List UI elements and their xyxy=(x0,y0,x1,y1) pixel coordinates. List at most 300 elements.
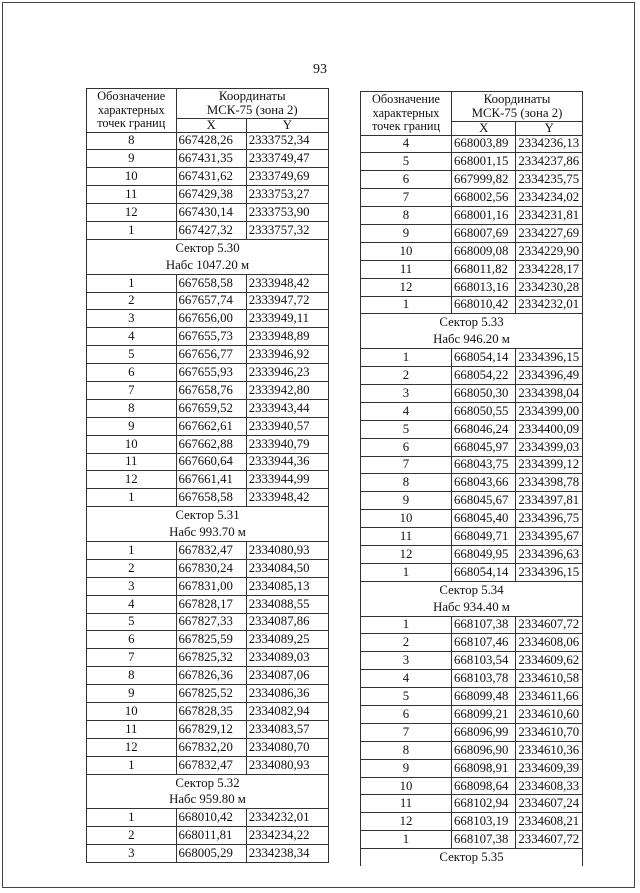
point-number-cell: 5 xyxy=(87,613,177,631)
point-number-cell: 4 xyxy=(87,328,177,346)
x-coord-cell: 668045,97 xyxy=(452,438,516,456)
sector-title-row xyxy=(361,849,583,866)
x-coord-cell: 667659,52 xyxy=(176,399,246,417)
x-coord-cell: 667825,52 xyxy=(176,685,246,703)
table-row xyxy=(87,577,329,595)
table-row xyxy=(361,402,583,420)
x-coord-cell: 667658,58 xyxy=(176,489,246,507)
point-number-cell: 1 xyxy=(361,616,452,634)
table-row xyxy=(361,510,583,528)
point-number-cell: 4 xyxy=(361,670,452,688)
y-coord-cell: 2334608,21 xyxy=(516,813,583,831)
table-row xyxy=(361,813,583,831)
table-row xyxy=(361,634,583,652)
y-coord-cell: 2334396,15 xyxy=(516,563,583,581)
y-coord-cell: 2334237,86 xyxy=(516,153,583,171)
point-number-cell: 4 xyxy=(361,135,452,153)
point-number-cell: 2 xyxy=(87,827,177,845)
table-row xyxy=(87,595,329,613)
y-coord-cell: 2333749,47 xyxy=(246,150,328,168)
table-row xyxy=(361,296,583,314)
x-coord-cell: 668050,55 xyxy=(452,402,516,420)
y-coord-cell: 2334609,62 xyxy=(516,652,583,670)
y-coord-cell: 2334080,93 xyxy=(246,541,328,559)
table-row xyxy=(361,135,583,153)
label-header xyxy=(361,92,452,136)
x-coord-cell: 667826,36 xyxy=(176,667,246,685)
y-coord-cell: 2334080,93 xyxy=(246,756,328,774)
x-coord-cell: 667429,38 xyxy=(176,186,246,204)
y-coord-cell: 2333946,23 xyxy=(246,364,328,382)
point-number-cell: 2 xyxy=(361,367,452,385)
y-coord-cell: 2334084,50 xyxy=(246,559,328,577)
sector-title-row xyxy=(87,239,329,256)
point-number-cell: 1 xyxy=(87,809,177,827)
point-number-cell: 1 xyxy=(361,831,452,849)
x-coord-cell: 668001,15 xyxy=(452,153,516,171)
y-coord-cell: 2334398,04 xyxy=(516,384,583,402)
point-number-cell: 10 xyxy=(361,242,452,260)
y-coord-cell: 2334611,66 xyxy=(516,688,583,706)
point-number-cell: 12 xyxy=(87,471,177,489)
point-number-cell: 5 xyxy=(361,688,452,706)
y-coord-cell: 2334396,75 xyxy=(516,510,583,528)
point-number-cell: 8 xyxy=(361,207,452,225)
table-row xyxy=(87,720,329,738)
y-coord-cell: 2334399,00 xyxy=(516,402,583,420)
x-coord-cell: 667660,64 xyxy=(176,453,246,471)
sector-title: Сектор 5.32 xyxy=(87,774,329,791)
y-coord-cell: 2334235,75 xyxy=(516,171,583,189)
table-row xyxy=(361,723,583,741)
point-number-cell: 10 xyxy=(361,510,452,528)
x-coord-cell: 667655,73 xyxy=(176,328,246,346)
y-coord-cell: 2333940,57 xyxy=(246,417,328,435)
x-coord-cell: 667655,93 xyxy=(176,364,246,382)
x-coord-cell: 667431,62 xyxy=(176,168,246,186)
point-number-cell: 8 xyxy=(361,474,452,492)
point-number-cell: 10 xyxy=(87,703,177,721)
coordinates-table-right xyxy=(360,91,583,866)
y-coord-cell: 2334230,28 xyxy=(516,278,583,296)
table-row xyxy=(361,563,583,581)
point-number-cell: 1 xyxy=(361,296,452,314)
point-number-cell: 1 xyxy=(87,541,177,559)
point-number-cell: 3 xyxy=(87,577,177,595)
x-coord-cell: 667662,61 xyxy=(176,417,246,435)
y-coord-cell: 2333753,27 xyxy=(246,186,328,204)
x-coord-cell: 667662,88 xyxy=(176,435,246,453)
x-header: X xyxy=(176,118,246,132)
x-coord-cell: 667825,32 xyxy=(176,649,246,667)
y-coord-cell: 2334234,02 xyxy=(516,189,583,207)
coord-header-line: МСК-75 (зона 2) xyxy=(206,103,298,118)
x-coord-cell: 668001,16 xyxy=(452,207,516,225)
x-coord-cell: 668005,29 xyxy=(176,845,246,863)
y-coord-cell: 2334236,13 xyxy=(516,135,583,153)
table-row xyxy=(87,845,329,863)
point-number-cell: 9 xyxy=(361,759,452,777)
table-row xyxy=(361,528,583,546)
label-header-line: характерных xyxy=(97,102,165,117)
table-row xyxy=(361,278,583,296)
y-coord-cell: 2334228,17 xyxy=(516,260,583,278)
table-row xyxy=(87,685,329,703)
table-row xyxy=(87,738,329,756)
point-number-cell: 2 xyxy=(87,559,177,577)
y-coord-cell: 2333942,80 xyxy=(246,381,328,399)
point-number-cell: 1 xyxy=(87,489,177,507)
sector-title: Сектор 5.31 xyxy=(87,507,329,524)
sector-title: Сектор 5.34 xyxy=(361,581,583,598)
x-coord-cell: 668011,81 xyxy=(176,827,246,845)
y-coord-cell: 2333948,89 xyxy=(246,328,328,346)
y-coord-cell: 2334234,22 xyxy=(246,827,328,845)
y-coord-cell: 2334089,25 xyxy=(246,631,328,649)
table-row xyxy=(87,613,329,631)
table-row xyxy=(87,132,329,150)
table-row xyxy=(361,492,583,510)
table-row xyxy=(361,171,583,189)
x-coord-cell: 668043,75 xyxy=(452,456,516,474)
x-coord-cell: 667832,47 xyxy=(176,756,246,774)
y-coord-cell: 2334089,03 xyxy=(246,649,328,667)
point-number-cell: 3 xyxy=(87,310,177,328)
table-row xyxy=(87,631,329,649)
table-row xyxy=(361,616,583,634)
y-coord-cell: 2334400,09 xyxy=(516,420,583,438)
x-coord-cell: 668107,38 xyxy=(452,831,516,849)
table-row xyxy=(361,474,583,492)
x-coord-cell: 667658,76 xyxy=(176,381,246,399)
x-coord-cell: 668107,38 xyxy=(452,616,516,634)
sector-area-row xyxy=(361,599,583,616)
sector-title: Сектор 5.30 xyxy=(87,239,329,256)
point-number-cell: 4 xyxy=(87,595,177,613)
x-coord-cell: 668010,42 xyxy=(452,296,516,314)
y-coord-cell: 2334607,72 xyxy=(516,616,583,634)
table-row xyxy=(361,207,583,225)
y-coord-cell: 2333752,34 xyxy=(246,132,328,150)
label-header-line: характерных xyxy=(372,105,440,120)
left-table-body xyxy=(87,132,329,863)
label-header-line: Обозначение xyxy=(97,89,166,103)
y-coord-cell: 2334085,13 xyxy=(246,577,328,595)
sector-title: Сектор 5.33 xyxy=(361,314,583,331)
y-coord-cell: 2333948,42 xyxy=(246,274,328,292)
y-coord-cell: 2334608,33 xyxy=(516,777,583,795)
table-row xyxy=(361,224,583,242)
point-number-cell: 5 xyxy=(87,346,177,364)
table-row xyxy=(87,150,329,168)
x-coord-cell: 668046,24 xyxy=(452,420,516,438)
coord-header xyxy=(452,92,583,122)
sector-area: Набс 946.20 м xyxy=(361,331,583,348)
table-row xyxy=(87,471,329,489)
x-coord-cell: 667825,59 xyxy=(176,631,246,649)
table-row xyxy=(87,221,329,239)
y-coord-cell: 2334238,34 xyxy=(246,845,328,863)
sector-area-row xyxy=(87,257,329,274)
x-coord-cell: 667832,47 xyxy=(176,541,246,559)
point-number-cell: 11 xyxy=(361,260,452,278)
x-coord-cell: 667430,14 xyxy=(176,204,246,222)
point-number-cell: 7 xyxy=(361,189,452,207)
point-number-cell: 11 xyxy=(87,720,177,738)
x-header: X xyxy=(452,121,516,135)
label-header-line: точек границ xyxy=(371,119,441,133)
table-row xyxy=(361,652,583,670)
point-number-cell: 3 xyxy=(87,845,177,863)
y-coord-cell: 2334087,06 xyxy=(246,667,328,685)
y-coord-cell: 2334080,70 xyxy=(246,738,328,756)
table-row xyxy=(361,777,583,795)
x-coord-cell: 667832,20 xyxy=(176,738,246,756)
table-row xyxy=(87,274,329,292)
x-coord-cell: 668099,21 xyxy=(452,706,516,724)
point-number-cell: 9 xyxy=(87,417,177,435)
x-coord-cell: 668049,95 xyxy=(452,545,516,563)
x-coord-cell: 668103,19 xyxy=(452,813,516,831)
sector-area: Набс 993.70 м xyxy=(87,524,329,541)
x-coord-cell: 668096,90 xyxy=(452,741,516,759)
table-row xyxy=(87,541,329,559)
x-coord-cell: 668045,67 xyxy=(452,492,516,510)
sector-area-row xyxy=(87,791,329,808)
table-row xyxy=(361,349,583,367)
x-coord-cell: 668007,69 xyxy=(452,224,516,242)
point-number-cell: 5 xyxy=(361,420,452,438)
x-coord-cell: 668054,22 xyxy=(452,367,516,385)
x-coord-cell: 667427,32 xyxy=(176,221,246,239)
table-row xyxy=(361,741,583,759)
table-row xyxy=(87,168,329,186)
table-row xyxy=(361,153,583,171)
table-row xyxy=(361,420,583,438)
y-coord-cell: 2334227,69 xyxy=(516,224,583,242)
point-number-cell: 6 xyxy=(87,631,177,649)
y-coord-cell: 2334610,36 xyxy=(516,741,583,759)
table-row xyxy=(87,827,329,845)
y-coord-cell: 2334229,90 xyxy=(516,242,583,260)
y-coord-cell: 2334231,81 xyxy=(516,207,583,225)
table-row xyxy=(87,292,329,310)
y-coord-cell: 2334607,24 xyxy=(516,795,583,813)
y-coord-cell: 2333940,79 xyxy=(246,435,328,453)
x-coord-cell: 667657,74 xyxy=(176,292,246,310)
y-coord-cell: 2334610,58 xyxy=(516,670,583,688)
point-number-cell: 5 xyxy=(361,153,452,171)
point-number-cell: 12 xyxy=(87,738,177,756)
point-number-cell: 4 xyxy=(361,402,452,420)
point-number-cell: 10 xyxy=(87,435,177,453)
x-coord-cell: 668096,99 xyxy=(452,723,516,741)
point-number-cell: 6 xyxy=(361,706,452,724)
table-row xyxy=(87,399,329,417)
x-coord-cell: 668045,40 xyxy=(452,510,516,528)
point-number-cell: 7 xyxy=(87,649,177,667)
table-row xyxy=(361,456,583,474)
x-coord-cell: 668102,94 xyxy=(452,795,516,813)
table-row xyxy=(87,756,329,774)
table-row xyxy=(87,649,329,667)
y-coord-cell: 2334398,78 xyxy=(516,474,583,492)
table-row xyxy=(87,667,329,685)
coord-header-line: МСК-75 (зона 2) xyxy=(471,106,563,121)
x-coord-cell: 668003,89 xyxy=(452,135,516,153)
table-row xyxy=(361,242,583,260)
x-coord-cell: 667829,12 xyxy=(176,720,246,738)
y-coord-cell: 2334399,12 xyxy=(516,456,583,474)
page-number: 93 xyxy=(313,62,327,77)
point-number-cell: 3 xyxy=(361,384,452,402)
point-number-cell: 12 xyxy=(361,278,452,296)
table-row xyxy=(87,204,329,222)
table-row xyxy=(87,489,329,507)
y-header: Y xyxy=(516,121,583,135)
table-row xyxy=(361,438,583,456)
table-row xyxy=(87,364,329,382)
x-coord-cell: 668098,64 xyxy=(452,777,516,795)
y-coord-cell: 2334399,03 xyxy=(516,438,583,456)
point-number-cell: 6 xyxy=(361,171,452,189)
table-row xyxy=(87,703,329,721)
table-row xyxy=(361,367,583,385)
x-coord-cell: 667999,82 xyxy=(452,171,516,189)
x-coord-cell: 668103,78 xyxy=(452,670,516,688)
point-number-cell: 1 xyxy=(87,221,177,239)
point-number-cell: 9 xyxy=(87,685,177,703)
y-coord-cell: 2333749,69 xyxy=(246,168,328,186)
point-number-cell: 1 xyxy=(87,274,177,292)
point-number-cell: 12 xyxy=(361,545,452,563)
y-coord-cell: 2334087,86 xyxy=(246,613,328,631)
y-coord-cell: 2333753,90 xyxy=(246,204,328,222)
table-row xyxy=(87,381,329,399)
table-row xyxy=(87,417,329,435)
point-number-cell: 1 xyxy=(361,349,452,367)
table-row xyxy=(87,435,329,453)
x-coord-cell: 668054,14 xyxy=(452,563,516,581)
table-row xyxy=(361,189,583,207)
y-coord-cell: 2334396,49 xyxy=(516,367,583,385)
point-number-cell: 1 xyxy=(87,756,177,774)
table-row xyxy=(87,328,329,346)
y-coord-cell: 2334086,36 xyxy=(246,685,328,703)
y-coord-cell: 2334395,67 xyxy=(516,528,583,546)
point-number-cell: 1 xyxy=(361,563,452,581)
y-coord-cell: 2334610,60 xyxy=(516,706,583,724)
x-coord-cell: 668043,66 xyxy=(452,474,516,492)
x-coord-cell: 668002,56 xyxy=(452,189,516,207)
x-coord-cell: 667428,26 xyxy=(176,132,246,150)
sector-title-row xyxy=(87,774,329,791)
table-row xyxy=(361,384,583,402)
y-coord-cell: 2333949,11 xyxy=(246,310,328,328)
table-row xyxy=(361,670,583,688)
table-row xyxy=(87,310,329,328)
x-coord-cell: 667431,35 xyxy=(176,150,246,168)
right-column xyxy=(360,91,583,866)
point-number-cell: 2 xyxy=(361,634,452,652)
left-column xyxy=(86,88,329,863)
sector-title-row xyxy=(87,507,329,524)
table-row xyxy=(87,809,329,827)
y-coord-cell: 2333757,32 xyxy=(246,221,328,239)
y-coord-cell: 2334082,94 xyxy=(246,703,328,721)
point-number-cell: 12 xyxy=(361,813,452,831)
y-coord-cell: 2333943,44 xyxy=(246,399,328,417)
y-coord-cell: 2333946,92 xyxy=(246,346,328,364)
x-coord-cell: 667828,17 xyxy=(176,595,246,613)
point-number-cell: 11 xyxy=(87,186,177,204)
y-coord-cell: 2334610,70 xyxy=(516,723,583,741)
sector-area: Набс 934.40 м xyxy=(361,599,583,616)
point-number-cell: 10 xyxy=(361,777,452,795)
coord-header-line: Координаты xyxy=(218,89,286,104)
right-table-body xyxy=(361,135,583,866)
table-row xyxy=(87,186,329,204)
coord-header-line: Координаты xyxy=(483,92,551,107)
x-coord-cell: 668010,42 xyxy=(176,809,246,827)
table-row xyxy=(361,795,583,813)
table-row xyxy=(87,453,329,471)
x-coord-cell: 667658,58 xyxy=(176,274,246,292)
label-header-line: точек границ xyxy=(97,116,166,130)
sector-title-row xyxy=(361,314,583,331)
table-row xyxy=(361,831,583,849)
y-coord-cell: 2334609,39 xyxy=(516,759,583,777)
x-coord-cell: 668050,30 xyxy=(452,384,516,402)
sector-area-row xyxy=(87,524,329,541)
y-coord-cell: 2334083,57 xyxy=(246,720,328,738)
point-number-cell: 3 xyxy=(361,652,452,670)
sector-area-row xyxy=(361,331,583,348)
x-coord-cell: 668103,54 xyxy=(452,652,516,670)
point-number-cell: 10 xyxy=(87,168,177,186)
point-number-cell: 9 xyxy=(361,224,452,242)
x-coord-cell: 667831,00 xyxy=(176,577,246,595)
point-number-cell: 7 xyxy=(361,456,452,474)
label-header xyxy=(87,89,177,133)
x-coord-cell: 668098,91 xyxy=(452,759,516,777)
sector-area: Набс 959.80 м xyxy=(87,791,329,808)
x-coord-cell: 668054,14 xyxy=(452,349,516,367)
sector-area: Набс 1047.20 м xyxy=(87,257,329,274)
y-coord-cell: 2334608,06 xyxy=(516,634,583,652)
x-coord-cell: 667827,33 xyxy=(176,613,246,631)
label-header-line: Обозначение xyxy=(372,92,440,106)
sector-title: Сектор 5.35 xyxy=(361,849,583,866)
y-coord-cell: 2333944,99 xyxy=(246,471,328,489)
table-row xyxy=(87,559,329,577)
y-coord-cell: 2334397,81 xyxy=(516,492,583,510)
x-coord-cell: 667830,24 xyxy=(176,559,246,577)
point-number-cell: 6 xyxy=(361,438,452,456)
y-coord-cell: 2334396,63 xyxy=(516,545,583,563)
y-header: Y xyxy=(246,118,328,132)
table-row xyxy=(361,260,583,278)
point-number-cell: 8 xyxy=(87,399,177,417)
y-coord-cell: 2333947,72 xyxy=(246,292,328,310)
y-coord-cell: 2334088,55 xyxy=(246,595,328,613)
y-coord-cell: 2334396,15 xyxy=(516,349,583,367)
point-number-cell: 8 xyxy=(361,741,452,759)
point-number-cell: 9 xyxy=(361,492,452,510)
table-row xyxy=(361,706,583,724)
x-coord-cell: 667661,41 xyxy=(176,471,246,489)
x-coord-cell: 668107,46 xyxy=(452,634,516,652)
